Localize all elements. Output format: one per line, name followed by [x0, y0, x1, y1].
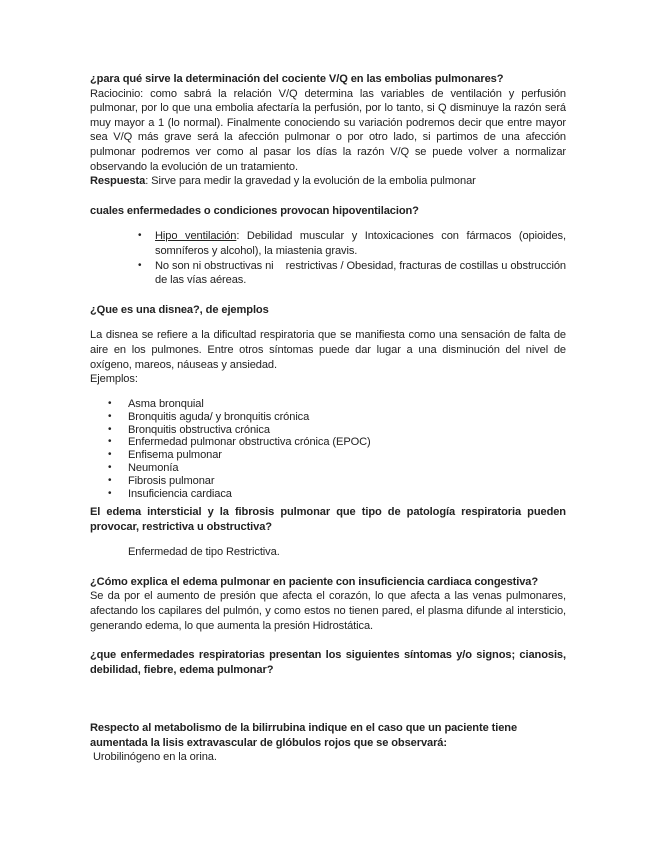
question-symptoms: ¿que enfermedades respiratorias presentan los siguientes síntomas y/o signos; cianosis, debilidad, fiebre, edema pulmonar?: [90, 649, 566, 676]
item-text: No son ni obstructivas ni restrictivas / Obesidad, fracturas de costillas u obstrucción de las vías aéreas.: [155, 259, 569, 287]
document-content: [90, 72, 569, 765]
list-item: • Enfisema pulmonar: [128, 449, 566, 462]
list-item: • Bronquitis obstructiva crónica: [128, 424, 566, 437]
list-item: [155, 259, 569, 288]
reasoning-vq: Raciocinio: como sabrá la relación V/Q determina las variables de ventilación y perfusión pulmonar, por lo que una embolia afectaría la perfusión, por lo tanto, si Q disminuye la razón será muy mayor a 1 (lo normal). Finalmente conociendo su variación podremos decir que entre mayor sea V/Q más grave será la afección pulmonar o por otro lado, si partimos de una afección pulmonar podremos ver como al pasar los días la razón V/Q se puede volver a normalizar observando la evolución de un tratamiento.: [90, 87, 566, 173]
question-dyspnea: ¿Que es una disnea?, de ejemplos: [90, 303, 269, 316]
list-item: • Neumonía: [128, 462, 566, 475]
question-hypoventilation: cuales enfermedades o condiciones provocan hipoventilacion?: [90, 204, 419, 217]
term-hypoventilation: Hipo ventilación: [155, 230, 237, 243]
question-vq: ¿para qué sirve la determinación del cociente V/Q en las embolias pulmonares?: [90, 73, 504, 85]
answer-label: Respuesta: [90, 175, 146, 188]
list-item: • Enfermedad pulmonar obstructiva crónica (EPOC): [128, 436, 566, 449]
answer-pulmonary-edema: Se da por el aumento de presión que afecta el corazón, lo que afecta a las venas pulmonares, afectando los capilares del pulmón, y como estos no tienen pared, el plasma difunde al intersticio, generando edema, lo que aumenta la presión Hidrostática.: [90, 590, 566, 632]
dyspnea-definition: La disnea se refiere a la dificultad respiratoria que se manifiesta como una sensación de falta de aire en los pulmones. Entre otros síntomas puede dar lugar a una disminución del nivel de oxígeno, mareos, náuseas y ansiedad.: [90, 329, 566, 371]
question-bilirubin: Respecto al metabolismo de la bilirrubina indique en el caso que un paciente tiene aumentada la lisis extravascular de glóbulos rojos que se observará:: [90, 722, 518, 749]
item-text: : Debilidad muscular y Intoxicaciones con fármacos (opioides, somníferos y alcohol), la miastenia gravis.: [155, 230, 566, 257]
answer-vq: [90, 174, 566, 189]
question-pulmonary-edema: ¿Cómo explica el edema pulmonar en paciente con insuficiencia cardiaca congestiva?: [90, 575, 539, 588]
hypoventilation-list: [90, 229, 569, 287]
answer-edema-fibrosis: Enfermedad de tipo Restrictiva.: [128, 546, 280, 559]
answer-bilirubin: Urobilinógeno en la orina.: [90, 751, 217, 764]
dyspnea-examples-list: [90, 398, 566, 501]
examples-label: Ejemplos:: [90, 373, 138, 386]
question-edema-fibrosis: El edema intersticial y la fibrosis pulmonar que tipo de patología respiratoria pueden provocar, restrictiva u obstructiva?: [90, 505, 566, 533]
answer-text: : Sirve para medir la gravedad y la evolución de la embolia pulmonar: [145, 175, 476, 188]
list-item: • Fibrosis pulmonar: [128, 475, 566, 488]
list-item: [155, 229, 566, 258]
list-item: • Bronquitis aguda/ y bronquitis crónica: [128, 411, 566, 424]
list-item: • Insuficiencia cardiaca: [128, 488, 566, 501]
list-item: • Asma bronquial: [128, 398, 566, 411]
